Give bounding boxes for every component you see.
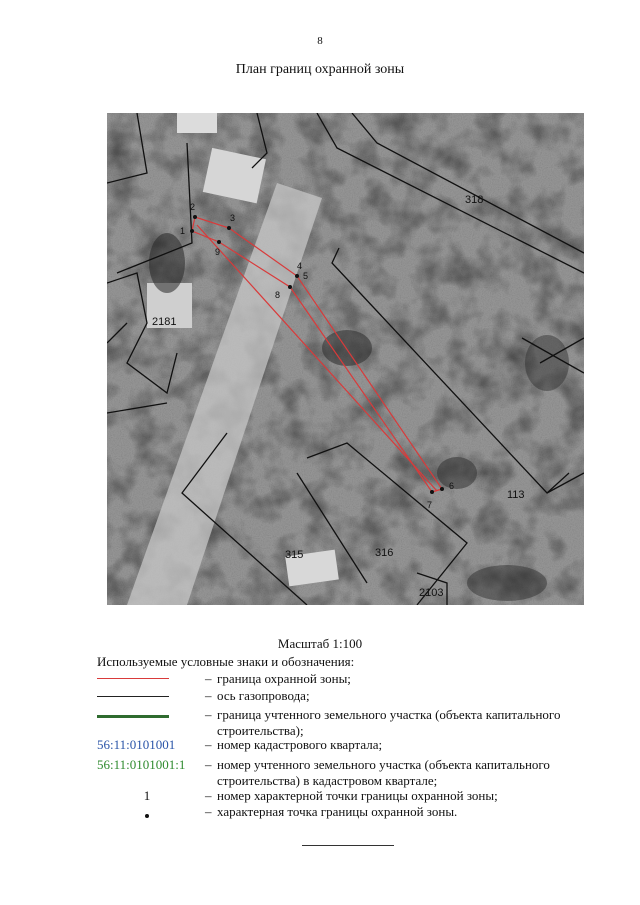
legend-title: Используемые условные знаки и обозначения: [97,654,355,669]
parcel-label: 113 [507,489,525,501]
legend-desc: номер кадастрового квартала; [217,737,383,752]
aerial-map [107,113,584,605]
point-label: 1 [180,226,186,236]
legend-item-zone: – граница охранной зоны; [97,671,577,687]
parcel-label: 315 [285,549,304,561]
black-line-symbol [97,696,169,697]
parcel-code-sample: 56:11:0101001:1 [97,757,186,772]
legend-item-parcel: – граница учтенного земельного участка (объекта капитального строительства); [97,707,577,739]
quarter-code-sample: 56:11:0101001 [97,737,176,752]
map-scale: Масштаб 1:100 [277,636,363,651]
point-label: 2 [190,202,196,212]
point-label: 6 [449,481,455,491]
legend-desc: ось газопровода; [217,688,310,703]
parcel-label: 2103 [419,587,444,599]
parcel-label: 316 [375,547,394,559]
point-label: 5 [303,271,309,281]
legend-desc: номер учтенного земельного участка (объекта капитального строительства) в кадастровом квартале; [217,757,550,788]
legend-desc: граница охранной зоны; [217,671,351,686]
legend-desc: граница учтенного земельного участка (объекта капитального строительства); [217,707,561,738]
point-label: 4 [297,261,303,271]
page-title: План границ охранной зоны [235,62,405,77]
legend-item-quarter: 56:11:0101001 – номер кадастрового квартала; [97,737,577,753]
legend-desc: номер характерной точки границы охранной зоны; [217,788,498,803]
point-label: 8 [275,290,281,300]
green-line-symbol [97,715,169,718]
legend-item-axis: – ось газопровода; [97,688,577,704]
legend-desc: характерная точка границы охранной зоны. [217,804,458,819]
parcel-label: 318 [465,194,484,206]
parcel-label: 2181 [152,316,177,328]
footer-divider [302,845,394,846]
legend-item-point-number: 1 – номер характерной точки границы охранной зоны; [97,788,577,804]
legend-item-point: – характерная точка границы охранной зоны. [97,804,577,820]
red-line-symbol [97,678,169,679]
point-number-sample: 1 [143,788,151,803]
page-number: 8 [317,35,323,47]
dot-symbol [145,814,149,818]
point-label: 3 [230,213,236,223]
point-label: 9 [215,247,221,257]
legend-item-parcel-number: 56:11:0101001:1 – номер учтенного земельного участка (объекта капитального строительства) в кадастровом квартале; [97,757,577,789]
point-label: 7 [427,500,433,510]
